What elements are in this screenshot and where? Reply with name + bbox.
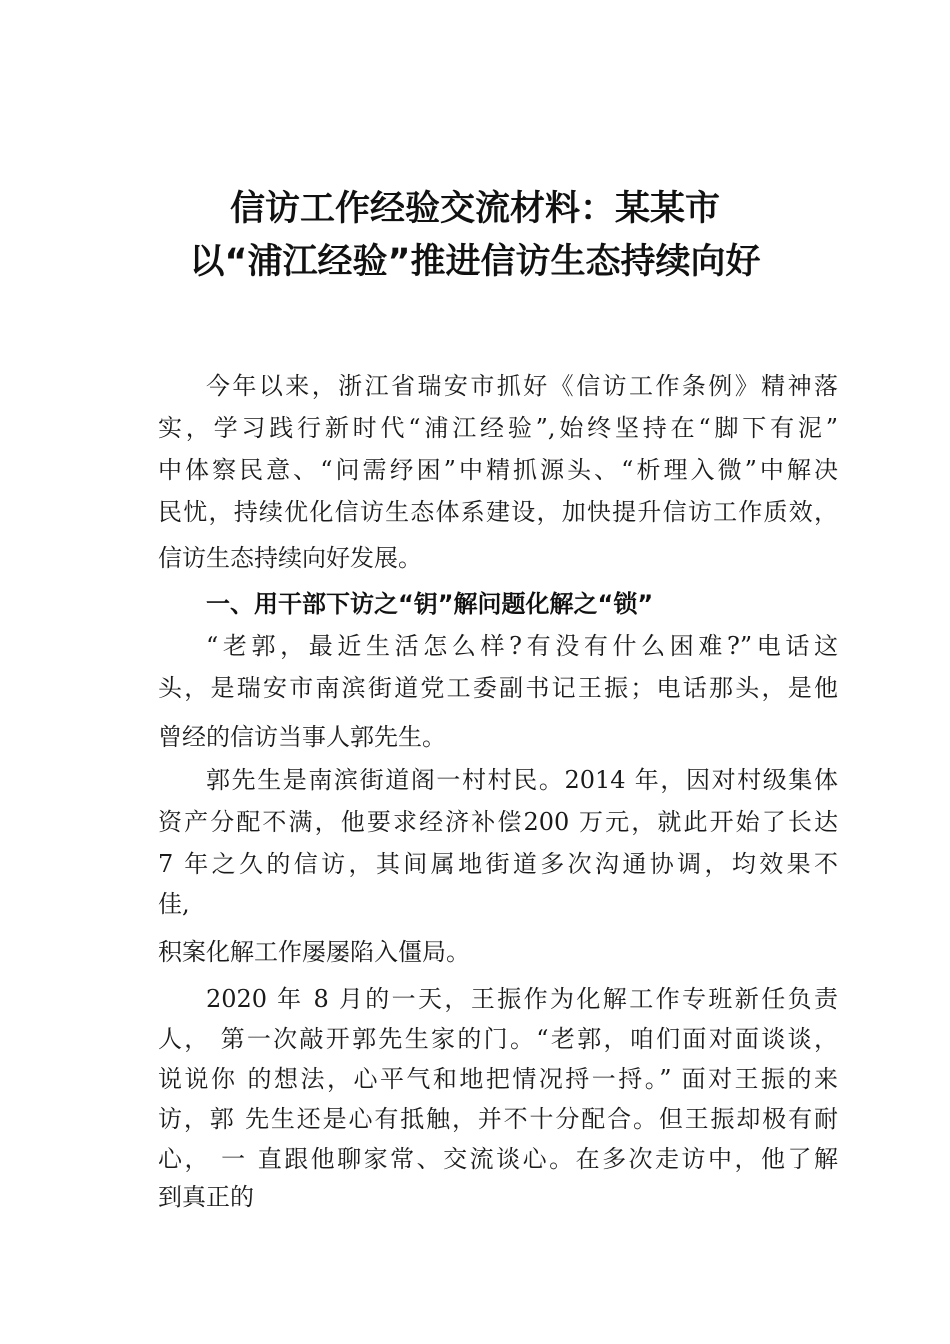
paragraph-line: 7 年之久的信访，其间属地街道多次沟通协调，均效果不 xyxy=(158,850,838,878)
section-heading: 一、用干部下访之“钥”解问题化解之“锁” xyxy=(206,590,654,618)
paragraph-line: 说说你 的想法，心平气和地把情况捋一捋。” 面对王振的来 xyxy=(158,1065,838,1093)
document-title-line-1: 信访工作经验交流材料：某某市 xyxy=(229,189,720,229)
paragraph-line: 资产分配不满，他要求经济补偿200 万元，就此开始了长达 xyxy=(158,808,838,836)
paragraph-line: 今年以来，浙江省瑞安市抓好《信访工作条例》精神落 xyxy=(206,372,838,400)
document-title-line-2: 以“浦江经验”推进信访生态持续向好 xyxy=(189,242,761,282)
paragraph-line: 积案化解工作屡屡陷入僵局。 xyxy=(158,938,470,966)
paragraph-line: 心， 一 直跟他聊家常、交流谈心。在多次走访中，他了解 xyxy=(158,1145,838,1173)
paragraph-line: “老郭，最近生活怎么样?有没有什么困难?”电话这 xyxy=(206,632,838,660)
paragraph-line: 到真正的 xyxy=(158,1183,254,1211)
paragraph-line: 2020 年 8 月的一天，王振作为化解工作专班新任负责 xyxy=(206,985,838,1013)
paragraph-line: 郭先生是南滨街道阁一村村民。2014 年，因对村级集体 xyxy=(206,766,838,794)
paragraph-line: 中体察民意、“问需纾困”中精抓源头、“析理入微”中解决 xyxy=(158,456,838,484)
paragraph-line: 佳, xyxy=(158,890,190,918)
paragraph-line: 实，学习践行新时代“浦江经验”,始终坚持在“脚下有泥” xyxy=(158,414,838,442)
paragraph-line: 曾经的信访当事人郭先生。 xyxy=(158,723,446,751)
paragraph-line: 人， 第一次敲开郭先生家的门。“老郭，咱们面对面谈谈， xyxy=(158,1025,838,1053)
paragraph-line: 信访生态持续向好发展。 xyxy=(158,544,422,572)
paragraph-line: 民忧，持续优化信访生态体系建设，加快提升信访工作质效， xyxy=(158,498,838,526)
paragraph-line: 访，郭 先生还是心有抵触，并不十分配合。但王振却极有耐 xyxy=(158,1105,838,1133)
paragraph-line: 头，是瑞安市南滨街道党工委副书记王振；电话那头，是他 xyxy=(158,674,838,702)
